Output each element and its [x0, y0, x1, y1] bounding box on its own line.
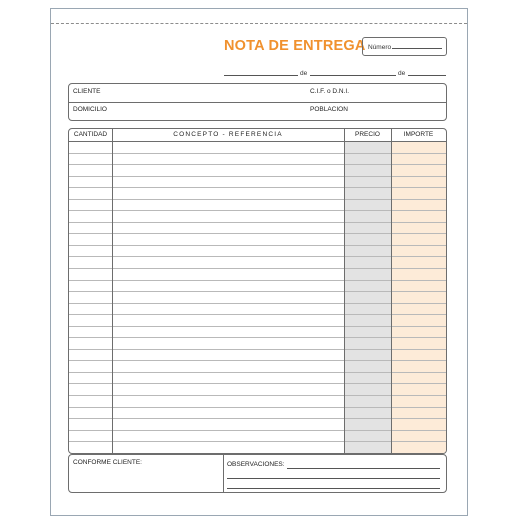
column-divider [112, 129, 113, 453]
table-row[interactable] [69, 165, 446, 177]
table-row[interactable] [69, 327, 446, 339]
table-row[interactable] [69, 188, 446, 200]
date-line[interactable] [224, 68, 446, 78]
cliente-label: CLIENTE [73, 88, 101, 95]
header-importe: IMPORTE [403, 131, 434, 138]
footer-separator [223, 455, 224, 492]
column-divider [391, 129, 392, 453]
table-row[interactable] [69, 154, 446, 166]
table-row[interactable] [69, 281, 446, 293]
date-de-1: de [300, 70, 308, 77]
table-row[interactable] [69, 419, 446, 431]
table-row[interactable] [69, 269, 446, 281]
table-row[interactable] [69, 211, 446, 223]
date-day-line [224, 75, 298, 76]
client-info-box [68, 83, 447, 121]
table-row[interactable] [69, 223, 446, 235]
table-row[interactable] [69, 292, 446, 304]
client-separator [69, 102, 446, 103]
column-divider [344, 129, 345, 453]
header-concepto: CONCEPTO - REFERENCIA [173, 131, 283, 138]
date-year-line [408, 75, 446, 76]
observaciones-line[interactable] [227, 488, 440, 489]
document-title: NOTA DE ENTREGA [224, 38, 366, 54]
conforme-label: CONFORME CLIENTE: [73, 459, 142, 466]
table-row[interactable] [69, 142, 446, 154]
table-header-line [69, 141, 446, 142]
table-row[interactable] [69, 350, 446, 362]
numero-label: Número [368, 44, 392, 51]
numero-fill-line [392, 48, 442, 49]
table-row[interactable] [69, 234, 446, 246]
numero-field[interactable] [362, 37, 447, 56]
table-row[interactable] [69, 315, 446, 327]
table-rows[interactable] [69, 142, 446, 453]
table-row[interactable] [69, 408, 446, 420]
cif-label: C.I.F. o D.N.I. [310, 88, 350, 95]
table-row[interactable] [69, 338, 446, 350]
header-cantidad: CANTIDAD [73, 131, 108, 138]
observaciones-line[interactable] [227, 478, 440, 479]
table-row[interactable] [69, 177, 446, 189]
footer-box [68, 454, 447, 493]
items-table [68, 128, 447, 454]
table-row[interactable] [69, 304, 446, 316]
table-row[interactable] [69, 442, 446, 454]
observaciones-line[interactable] [287, 468, 440, 469]
date-month-line [310, 75, 396, 76]
header-precio: PRECIO [355, 131, 380, 138]
table-row[interactable] [69, 384, 446, 396]
table-row[interactable] [69, 200, 446, 212]
table-row[interactable] [69, 361, 446, 373]
perforation-line [51, 23, 467, 24]
table-row[interactable] [69, 257, 446, 269]
domicilio-label: DOMICILIO [73, 106, 107, 113]
table-row[interactable] [69, 431, 446, 443]
table-row[interactable] [69, 246, 446, 258]
date-de-2: de [398, 70, 406, 77]
observaciones-label: OBSERVACIONES: [227, 461, 285, 468]
poblacion-label: POBLACION [310, 106, 348, 113]
table-row[interactable] [69, 373, 446, 385]
table-row[interactable] [69, 396, 446, 408]
